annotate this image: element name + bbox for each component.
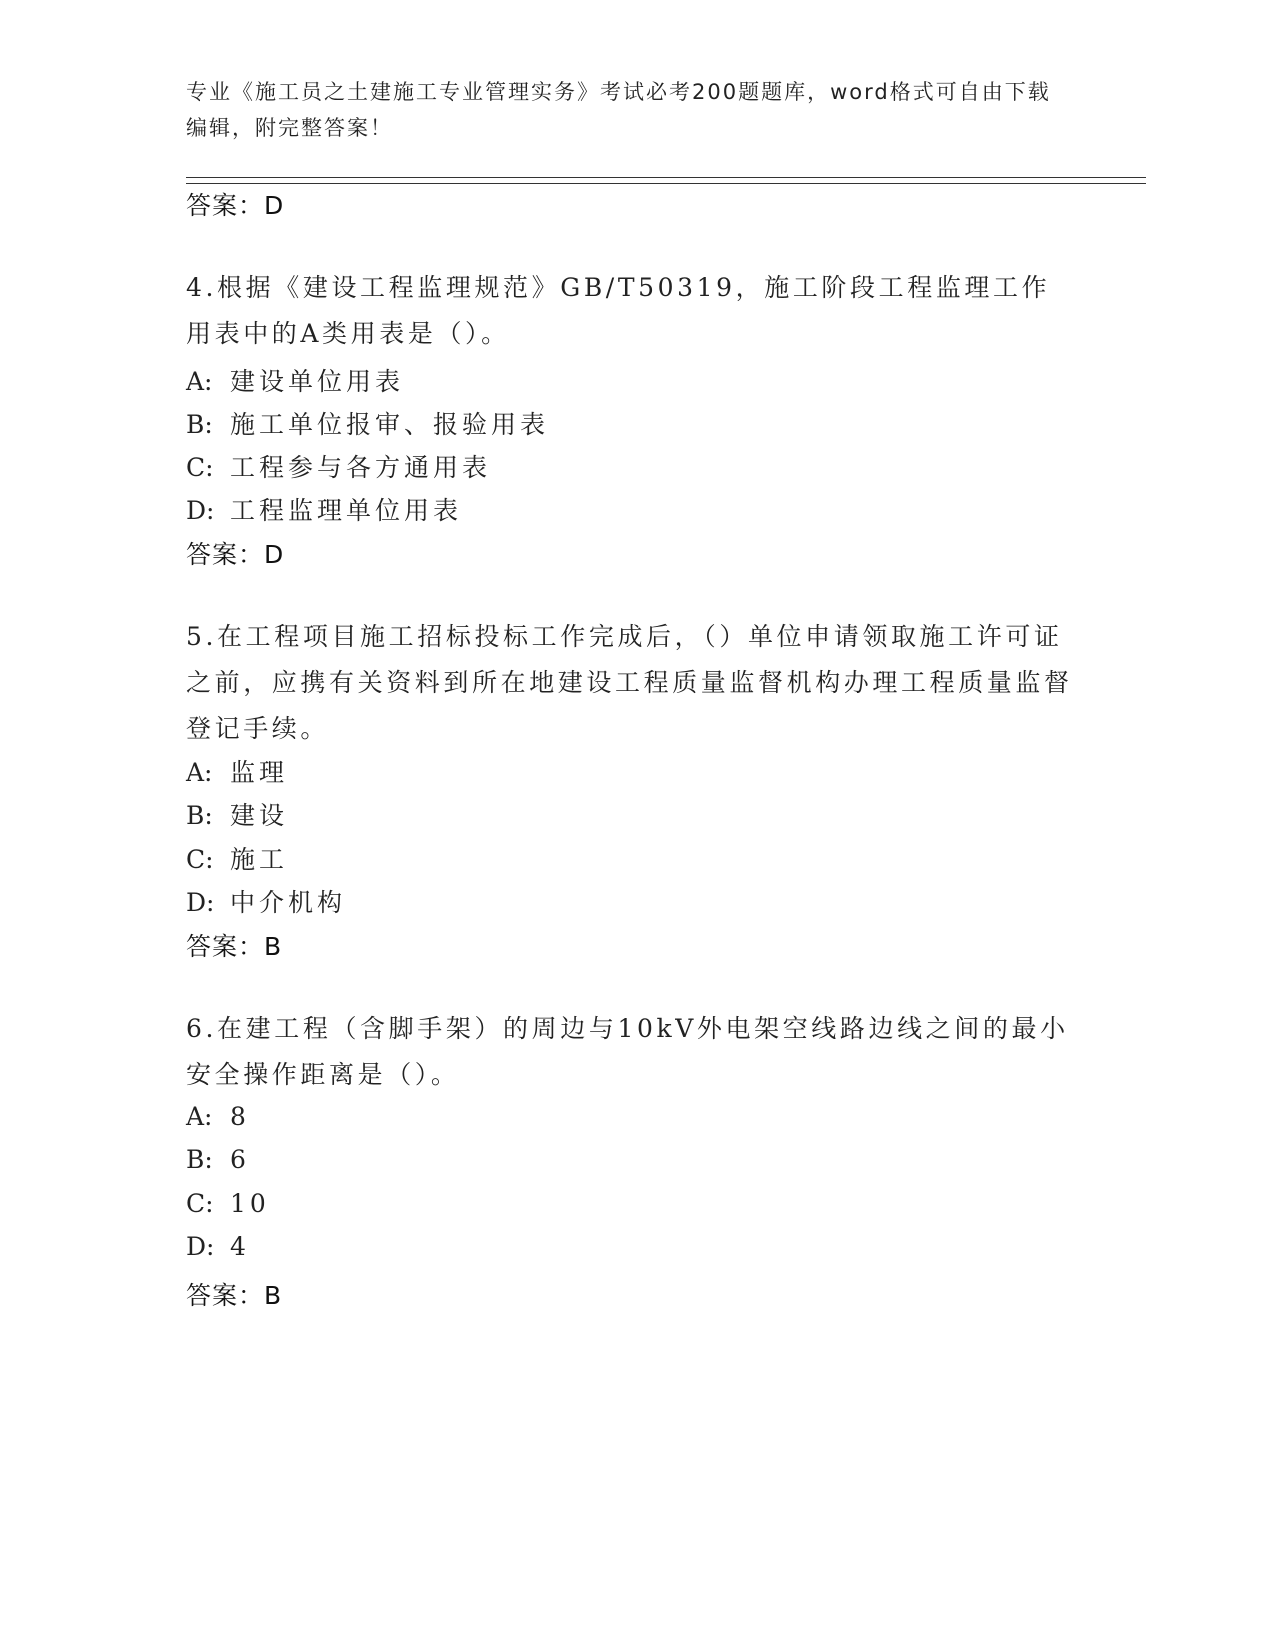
- option-text: 中介机构: [230, 888, 347, 917]
- option-letter: B:: [186, 1145, 213, 1174]
- answer-label: 答案：: [186, 1281, 265, 1310]
- question-5-answer: [186, 927, 282, 963]
- question-4-answer: [186, 535, 284, 571]
- option-text: 4: [230, 1232, 250, 1261]
- question-4-option-a: [186, 362, 404, 398]
- option-text: 10: [230, 1189, 270, 1218]
- option-letter: B:: [186, 801, 213, 830]
- question-6-option-c: [186, 1189, 270, 1218]
- answer-value: D: [264, 191, 285, 220]
- option-letter: C:: [186, 453, 214, 482]
- answer-line-previous: [186, 186, 284, 222]
- question-5-option-a: [186, 753, 288, 789]
- option-text: 8: [230, 1102, 250, 1131]
- option-text: 工程监理单位用表: [230, 496, 463, 525]
- answer-label: 答案：: [186, 540, 265, 569]
- question-6-stem: 6.在建工程（含脚手架）的周边与10kV外电架空线路边线之间的最小安全操作距离是（）。: [186, 1014, 1069, 1089]
- question-5-stem: 5.在工程项目施工招标投标工作完成后，（）单位申请领取施工许可证之前，应携有关资料到所在地建设工程质量监督机构办理工程质量监督登记手续。: [186, 622, 1073, 743]
- question-4-stem: 4.根据《建设工程监理规范》GB/T50319，施工阶段工程监理工作用表中的A类用表是（）。: [186, 273, 1051, 348]
- answer-value: B: [264, 1281, 283, 1310]
- option-letter: B:: [186, 410, 213, 439]
- option-text: 施工: [230, 845, 289, 874]
- answer-value: D: [264, 540, 285, 569]
- question-6-option-d: [186, 1232, 250, 1261]
- option-letter: C:: [186, 1189, 214, 1218]
- question-5-option-b: [186, 796, 288, 832]
- option-letter: D:: [186, 1232, 215, 1261]
- question-6-option-b: [186, 1145, 250, 1174]
- option-letter: D:: [186, 496, 215, 525]
- header-divider-top: [186, 177, 1146, 178]
- answer-value: B: [264, 932, 283, 961]
- option-text: 建设: [230, 801, 289, 830]
- question-4-option-b: [186, 405, 549, 441]
- option-text: 监理: [230, 758, 289, 787]
- header-divider-bottom: [186, 183, 1146, 184]
- option-text: 建设单位用表: [230, 367, 405, 396]
- answer-label: 答案：: [186, 932, 265, 961]
- option-letter: A:: [186, 758, 213, 787]
- question-5-option-d: [186, 883, 346, 919]
- option-text: 施工单位报审、报验用表: [230, 410, 550, 439]
- option-letter: C:: [186, 845, 214, 874]
- option-letter: A:: [186, 367, 213, 396]
- question-4-option-c: [186, 448, 491, 484]
- question-6-answer: [186, 1276, 282, 1312]
- document-header: 专业《施工员之土建施工专业管理实务》考试必考200题题库，word格式可自由下载编辑，附完整答案！: [186, 80, 1051, 140]
- option-text: 工程参与各方通用表: [230, 453, 492, 482]
- option-letter: A:: [186, 1102, 213, 1131]
- question-4-option-d: [186, 491, 462, 527]
- option-text: 6: [230, 1145, 250, 1174]
- answer-label: 答案：: [186, 191, 265, 220]
- question-6-option-a: [186, 1102, 250, 1131]
- question-5-option-c: [186, 840, 288, 876]
- option-letter: D:: [186, 888, 215, 917]
